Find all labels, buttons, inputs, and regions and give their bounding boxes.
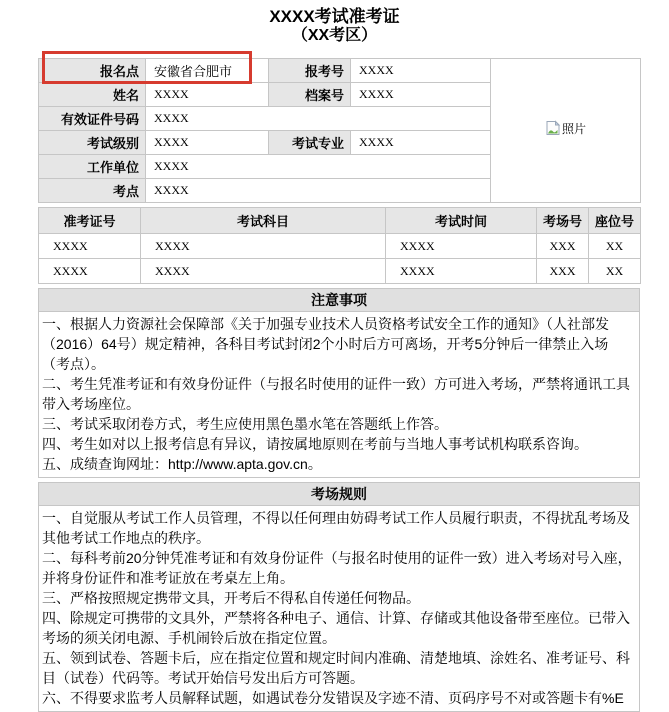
photo-label: 照片 — [561, 121, 586, 136]
rules-section-header: 考场规则 — [38, 482, 640, 506]
reg-point-value: 安徽省合肥市 — [146, 59, 269, 83]
subject-cell: XXXX — [141, 259, 386, 284]
name-label: 姓名 — [39, 83, 146, 107]
candidate-info-table — [38, 58, 641, 203]
exam-schedule-table — [38, 207, 641, 284]
note-item: 四、考生如对以上报考信息有异议，请按属地原则在考前与当地人事考试机构联系咨询。 — [42, 436, 588, 452]
file-no-value: XXXX — [351, 83, 491, 107]
table-row — [39, 59, 641, 83]
note-item: 三、考试采取闭卷方式，考生应使用黑色墨水笔在答题纸上作答。 — [42, 416, 448, 432]
exam-site-label: 考点 — [39, 179, 146, 203]
rules-section-body — [38, 506, 640, 712]
subject-cell: XXXX — [141, 234, 386, 259]
col-header-seat: 座位号 — [589, 208, 641, 234]
work-unit-label: 工作单位 — [39, 155, 146, 179]
time-cell: XXXX — [386, 259, 537, 284]
rule-item: 六、不得要求监考人员解释试题，如遇试卷分发错误及字迹不清、页码序号不对或答题卡有%E — [42, 690, 624, 706]
ticket-content — [38, 58, 640, 712]
rule-item: 三、严格按照规定携带文具，开考后不得私自传递任何物品。 — [42, 590, 420, 606]
photo-cell — [491, 59, 641, 203]
photo-placeholder-icon — [545, 120, 561, 136]
reg-point-label: 报名点 — [39, 59, 146, 83]
photo-placeholder — [545, 120, 586, 137]
table-row — [39, 234, 641, 259]
exam-level-value: XXXX — [146, 131, 269, 155]
id-number-value: XXXX — [146, 107, 491, 131]
page-title: XXXX考试准考证 — [269, 7, 400, 26]
exam-no-value: XXXX — [351, 59, 491, 83]
table-row — [39, 259, 641, 284]
exam-site-value: XXXX — [146, 179, 491, 203]
col-header-subject: 考试科目 — [141, 208, 386, 234]
exam-level-label: 考试级别 — [39, 131, 146, 155]
page-subtitle: （XX考区） — [291, 27, 378, 44]
ticket-no-cell: XXXX — [39, 259, 141, 284]
title-block — [0, 0, 669, 45]
exam-major-label: 考试专业 — [269, 131, 351, 155]
rule-item: 一、自觉服从考试工作人员管理，不得以任何理由妨碍考试工作人员履行职责，不得扰乱考场及其他考试工作地点的秩序。 — [42, 510, 630, 546]
col-header-time: 考试时间 — [386, 208, 537, 234]
seat-cell: XX — [589, 259, 641, 284]
rule-item: 二、每科考前20分钟凭准考证和有效身份证件（与报名时使用的证件一致）进入考场对号入座，并将身份证件和准考证放在考桌左上角。 — [42, 550, 632, 586]
time-cell: XXXX — [386, 234, 537, 259]
notes-section-body — [38, 312, 640, 478]
name-value: XXXX — [146, 83, 269, 107]
exam-major-value: XXXX — [351, 131, 491, 155]
note-item: 一、根据人力资源社会保障部《关于加强专业技术人员资格考试安全工作的通知》（人社部发（2016）64号）规定精神，各科目考试封闭2个小时后方可离场，开考5分钟后一律禁止入场（考点）。 — [42, 316, 609, 372]
rule-item: 四、除规定可携带的文具外，严禁将各种电子、通信、计算、存储或其他设备带至座位。已带入考场的须关闭电源、手机闹铃后放在指定位置。 — [42, 610, 630, 646]
ticket-no-cell: XXXX — [39, 234, 141, 259]
file-no-label: 档案号 — [269, 83, 351, 107]
room-cell: XXX — [537, 234, 589, 259]
seat-cell: XX — [589, 234, 641, 259]
room-cell: XXX — [537, 259, 589, 284]
note-item: 二、考生凭准考证和有效身份证件（与报名时使用的证件一致）方可进入考场，严禁将通讯工具带入考场座位。 — [42, 376, 630, 412]
col-header-room: 考场号 — [537, 208, 589, 234]
id-number-label: 有效证件号码 — [39, 107, 146, 131]
rule-item: 五、领到试卷、答题卡后，应在指定位置和规定时间内准确、清楚地填、涂姓名、准考证号、科目（试卷）代码等。考试开始信号发出后方可答题。 — [42, 650, 630, 686]
notes-section-header: 注意事项 — [38, 288, 640, 312]
work-unit-value: XXXX — [146, 155, 491, 179]
exam-no-label: 报考号 — [269, 59, 351, 83]
note-item: 五、成绩查询网址：http://www.apta.gov.cn。 — [42, 456, 322, 472]
schedule-header-row — [39, 208, 641, 234]
col-header-ticket-no: 准考证号 — [39, 208, 141, 234]
